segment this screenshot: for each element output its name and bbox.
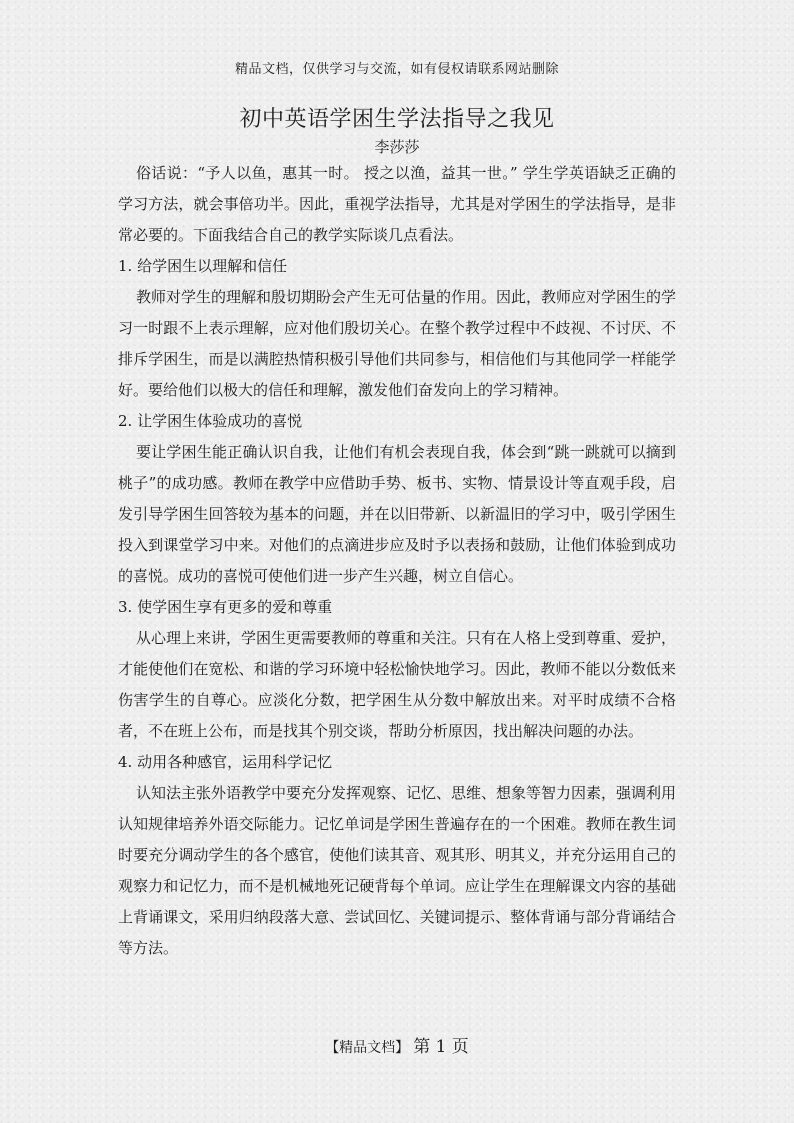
section-body-2: 要让学困生能正确认识自我，让他们有机会表现自我，体会到“跳一跳就可以摘到桃子”的成功感。教师在教学中应借助手势、板书、实物、情景设计等直观手段，启发引导学困生回答较为基本的问题，并在以旧带新、以新温旧的学习中，吸引学困生投入到课堂学习中来。对他们的点滴进步应及时予以表扬和鼓励，让他们体验到成功的喜悦。成功的喜悦可使他们进一步产生兴趣，树立自信心。 bbox=[118, 443, 676, 585]
document-title: 初中英语学困生学法指导之我见 bbox=[239, 107, 555, 132]
section-heading-2: 2. 让学困生体验成功的喜悦 bbox=[118, 412, 303, 430]
section-body-4: 认知法主张外语教学中要充分发挥观察、记忆、思维、想象等智力因素，强调利用认知规律培养外语交际能力。记忆单词是学困生普遍存在的一个困难。教师在教生词时要充分调动学生的各个感官，使他们读其音、观其形、明其义，并充分运用自己的观察力和记忆力，而不是机械地死记硬背每个单词。应让学生在理解课文内容的基础上背诵课文，采用归纳段落大意、尝试回忆、关键词提示、整体背诵与部分背诵结合等方法。 bbox=[118, 784, 677, 957]
section-body-1: 教师对学生的理解和殷切期盼会产生无可估量的作用。因此，教师应对学困生的学习一时跟不上表示理解，应对他们殷切关心。在整个教学过程中不歧视、不讨厌、不排斥学困生，而是以满腔热情积极引导他们共同参与，相信他们与其他同学一样能学好。要给他们以极大的信任和理解，激发他们奋发向上的学习精神。 bbox=[118, 288, 677, 399]
section-body-3: 从心理上来讲，学困生更需要教师的尊重和关注。只有在人格上受到尊重、爱护，才能使他们在宽松、和谐的学习环境中轻松愉快地学习。因此，教师不能以分数低来伤害学生的自尊心。应淡化分数，把学困生从分数中解放出来。对平时成绩不合格者，不在班上公布，而是找其个别交谈，帮助分析原因，找出解决问题的办法。 bbox=[118, 629, 677, 740]
intro-paragraph: 俗话说：“予人以鱼，惠其一时。 授之以渔，益其一世。” 学生学英语缺乏正确的学习方法，就会事倍功半。因此，重视学法指导，尤其是对学困生的学法指导，是非常必要的。下面我结合自己的教学实际谈几点看法。 bbox=[118, 164, 676, 244]
page-footer bbox=[0, 1032, 794, 1057]
header-note: 精品文档，仅供学习与交流，如有侵权请联系网站删除 bbox=[234, 62, 559, 77]
document-body bbox=[118, 158, 676, 964]
section-heading-3: 3. 使学困生享有更多的爱和尊重 bbox=[118, 598, 333, 616]
section-heading-1: 1. 给学困生以理解和信任 bbox=[118, 257, 288, 275]
page-number: 第 1 页 bbox=[413, 1037, 469, 1057]
footer-tag: 【精品文档】 bbox=[325, 1040, 410, 1056]
author-name: 李莎莎 bbox=[374, 138, 420, 156]
section-heading-4: 4. 动用各种感官，运用科学记忆 bbox=[118, 753, 333, 771]
